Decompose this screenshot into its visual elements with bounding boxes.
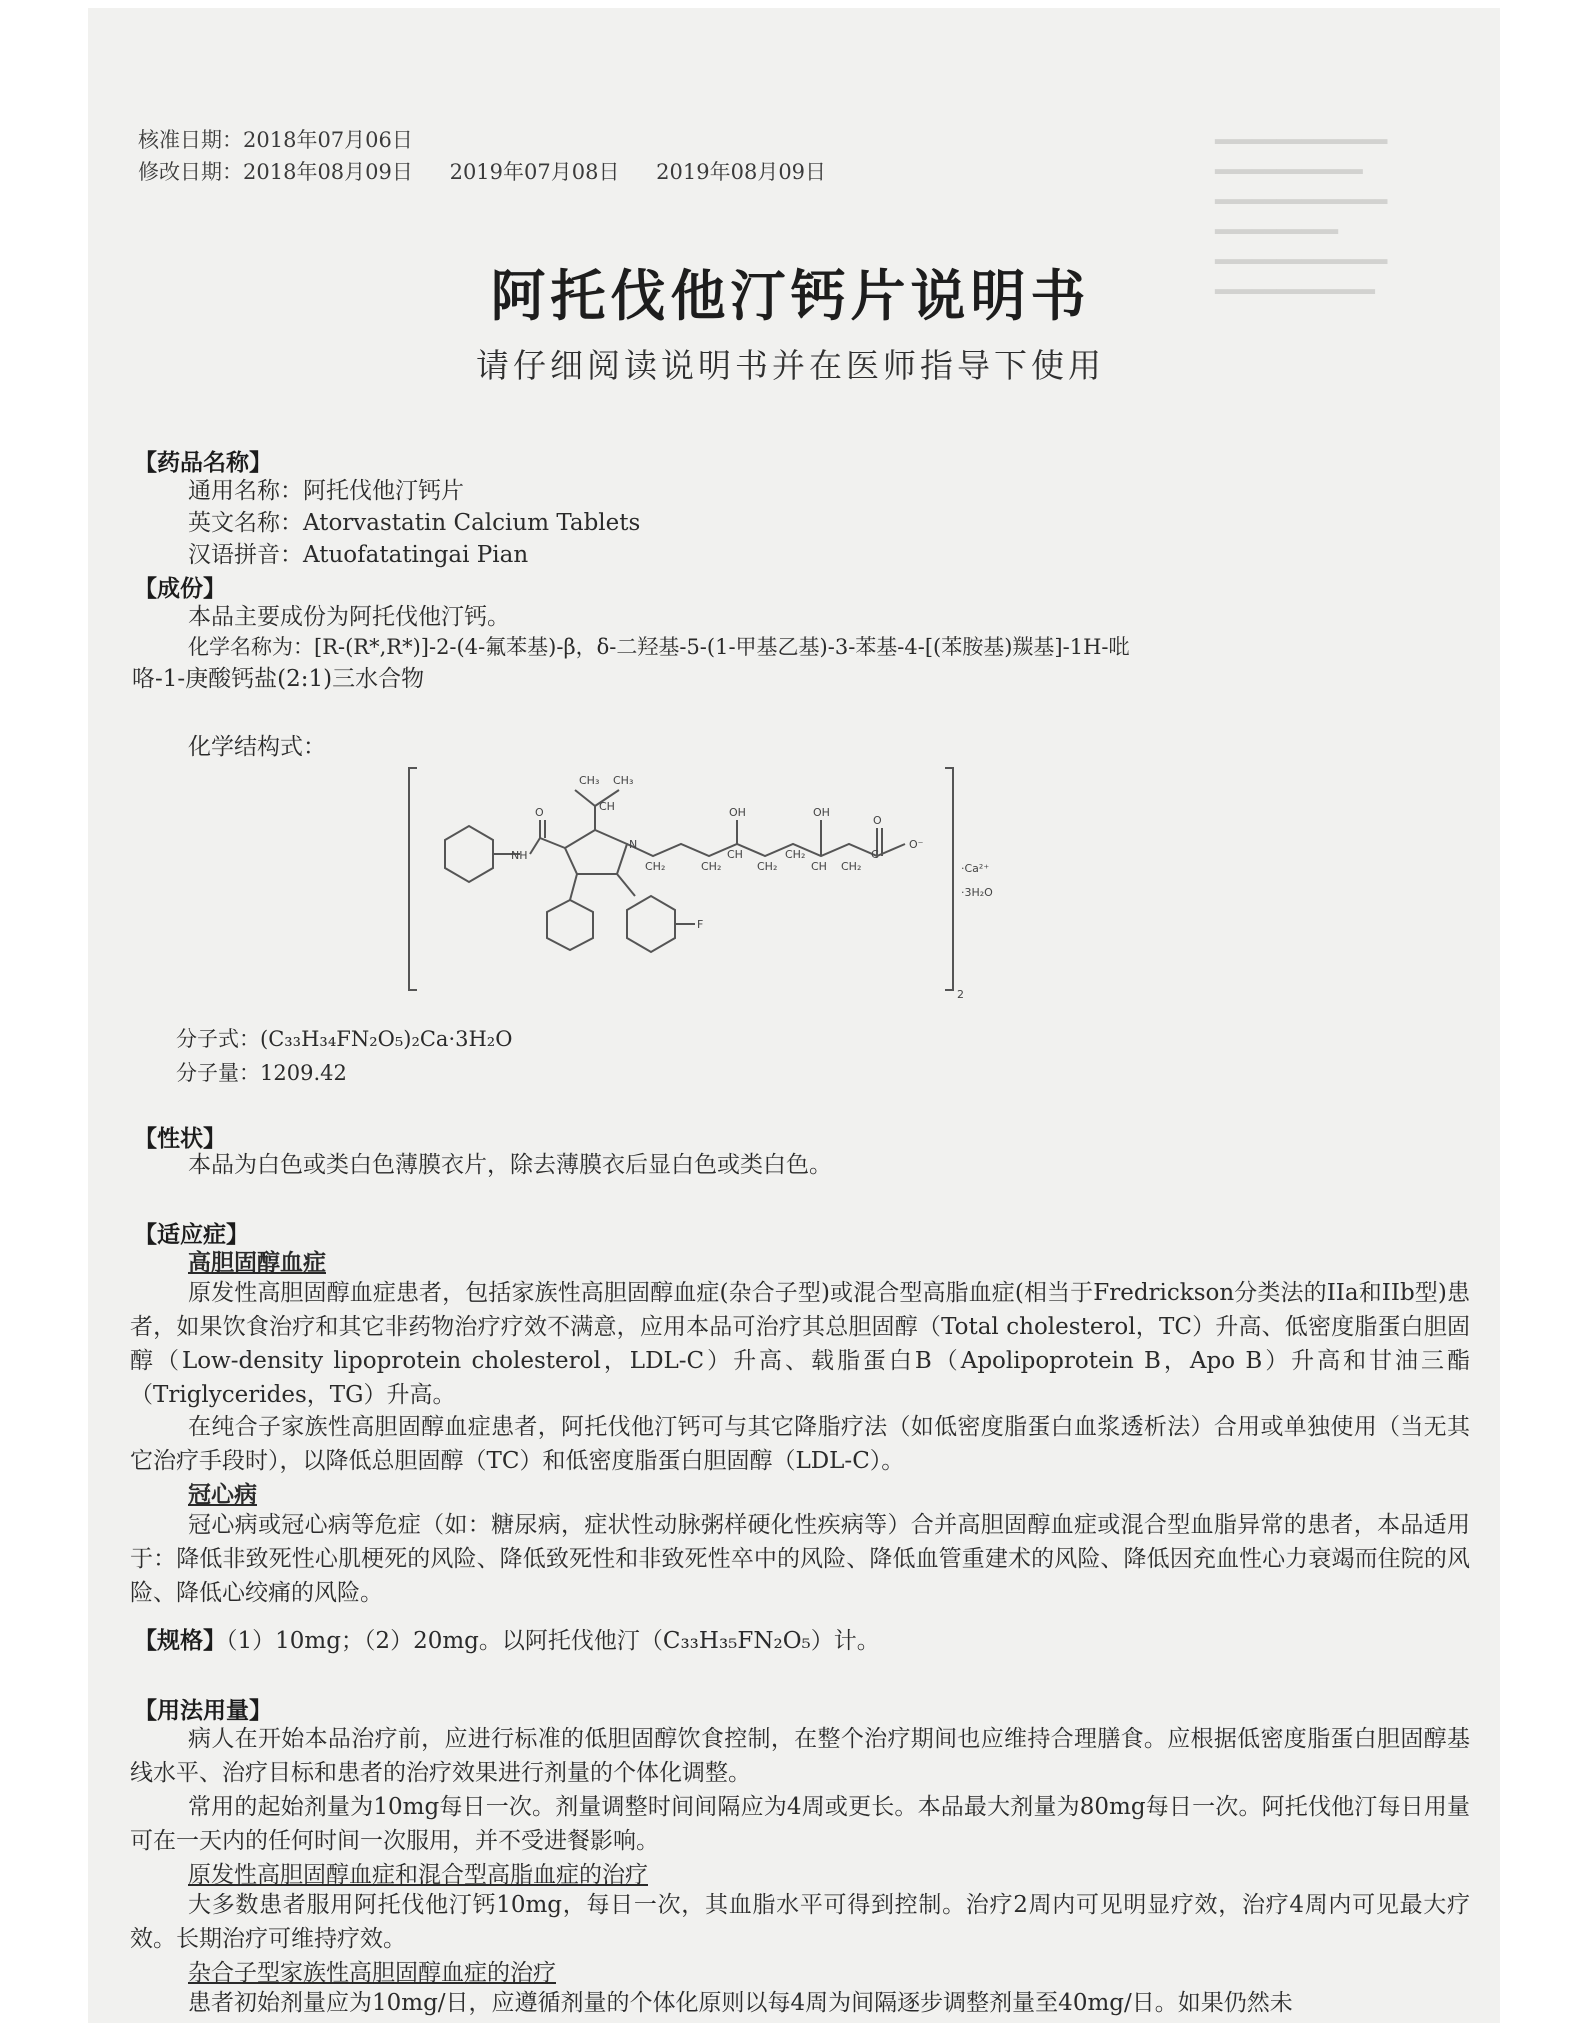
document-title: 阿托伐他汀钙片说明书 xyxy=(490,264,1091,328)
label-nh: NH xyxy=(511,849,528,862)
label-ch2-a: CH₂ xyxy=(645,860,666,873)
subheading-coronary-heart-disease: 冠心病 xyxy=(188,1482,257,1508)
section-heading-specification: 【规格】 xyxy=(134,1628,226,1654)
subheading-heterozygous-fh: 杂合子型家族性高胆固醇血症的治疗 xyxy=(188,1960,556,1986)
label-o-carbonyl: O xyxy=(873,814,882,827)
revision-date: 2018年08月09日 xyxy=(243,160,413,184)
revision-label: 修改日期： xyxy=(138,160,243,184)
usage-paragraph-1: 病人在开始本品治疗前，应进行标准的低胆固醇饮食控制，在整个治疗期间也应维持合理膳食。应根据低密度脂蛋白胆固醇基线水平、治疗目标和患者的治疗效果进行剂量的个体化调整。 xyxy=(130,1726,1470,1786)
label-o-anion: O⁻ xyxy=(909,838,924,851)
label-water: ·3H₂O xyxy=(961,886,993,899)
revision-date: 2019年07月08日 xyxy=(449,160,620,184)
usage-paragraph-2: 常用的起始剂量为10mg每日一次。剂量调整时间间隔应为4周或更长。本品最大剂量为80mg每日一次。阿托伐他汀每日用量可在一天内的任何时间一次服用，并不受进餐影响。 xyxy=(130,1794,1470,1854)
label-ch3-b: CH₃ xyxy=(613,774,634,787)
label-oh-1: OH xyxy=(729,806,746,819)
phenyl-ring-bottom xyxy=(547,900,593,950)
chemical-name-line1: 化学名称为：[R-(R*,R*)]-2-(4-氟苯基)-β，δ-二羟基-5-(1-甲基乙基)-3-苯基-4-[(苯胺基)羰基]-1H-吡 xyxy=(188,635,1130,659)
usage-paragraph-3: 大多数患者服用阿托伐他汀钙10mg，每日一次，其血脂水平可得到控制。治疗2周内可见明显疗效，治疗4周内可见最大疗效。长期治疗可维持疗效。 xyxy=(130,1892,1470,1952)
generic-name: 通用名称：阿托伐他汀钙片 xyxy=(188,478,464,504)
label-f: F xyxy=(697,918,704,931)
left-bracket xyxy=(409,768,417,990)
molecular-formula: 分子式：(C₃₃H₃₄FN₂O₅)₂Ca·3H₂O xyxy=(176,1027,513,1051)
label-ch2-d: CH₂ xyxy=(841,860,862,873)
specification-text: （1）10mg；（2）20mg。以阿托伐他汀（C₃₃H₃₅FN₂O₅）计。 xyxy=(226,1628,880,1654)
pinyin-name: 汉语拼音：Atuofatatingai Pian xyxy=(188,542,529,568)
heptanoate-chain xyxy=(627,844,905,856)
english-name: 英文名称：Atorvastatin Calcium Tablets xyxy=(188,510,641,536)
indications-paragraph-2: 在纯合子家族性高胆固醇血症患者，阿托伐他汀钙可与其它降脂疗法（如低密度脂蛋白血浆透析法）合用或单独使用（当无其它治疗手段时），以降低总胆固醇（TC）和低密度脂蛋白胆固醇（LDL-C）。 xyxy=(130,1414,1470,1474)
specification-row xyxy=(134,1624,880,1658)
label-ch: CH xyxy=(599,800,615,813)
revision-date: 2019年08月09日 xyxy=(656,160,827,184)
chemical-name-line2: 咯-1-庚酸钙盐(2:1)三水合物 xyxy=(132,666,425,692)
usage-paragraph-4: 患者初始剂量应为10mg/日，应遵循剂量的个体化原则以每4周为间隔逐步调整剂量至40mg/日。如果仍然未 xyxy=(188,1990,1293,2016)
label-o: O xyxy=(535,806,544,819)
document-subtitle: 请仔细阅读说明书并在医师指导下使用 xyxy=(476,346,1105,385)
section-heading-indications: 【适应症】 xyxy=(134,1222,249,1248)
molecular-weight: 分子量：1209.42 xyxy=(176,1061,347,1085)
label-ch2-c: CH₂ xyxy=(757,860,778,873)
phenyl-ring-left xyxy=(445,826,493,882)
approval-label: 核准日期： xyxy=(138,128,243,152)
chemical-structure-diagram xyxy=(405,760,1045,1000)
label-ch3-a: CH₃ xyxy=(579,774,600,787)
structure-label: 化学结构式： xyxy=(188,734,326,760)
subheading-primary-hyperlipidemia: 原发性高胆固醇血症和混合型高脂血症的治疗 xyxy=(188,1862,648,1888)
label-ch2-b: CH₂ xyxy=(701,860,722,873)
fluorophenyl-ring xyxy=(627,896,675,952)
section-heading-composition: 【成份】 xyxy=(134,576,226,602)
properties-text: 本品为白色或类白色薄膜衣片，除去薄膜衣后显白色或类白色。 xyxy=(188,1152,832,1178)
label-ch-a: CH xyxy=(727,848,743,861)
approval-date-row xyxy=(138,124,413,154)
approval-date: 2018年07月06日 xyxy=(243,128,413,152)
main-ingredient: 本品主要成份为阿托伐他汀钙。 xyxy=(188,604,510,630)
label-calcium: ·Ca²⁺ xyxy=(961,862,990,875)
indications-paragraph-3: 冠心病或冠心病等危症（如：糖尿病，症状性动脉粥样硬化性疾病等）合并高胆固醇血症或混合型血脂异常的患者，本品适用于：降低非致死性心肌梗死的风险、降低致死性和非致死性卒中的风险、降低血管重建术的风险、降低因充血性心力衰竭而住院的风险、降低心绞痛的风险。 xyxy=(130,1512,1470,1606)
label-ch2-e: CH₂ xyxy=(785,848,806,861)
section-heading-usage: 【用法用量】 xyxy=(134,1698,272,1724)
right-bracket xyxy=(945,768,953,990)
section-heading-drug-name: 【药品名称】 xyxy=(134,450,272,476)
revision-date-row xyxy=(138,156,826,186)
indications-paragraph-1: 原发性高胆固醇血症患者，包括家族性高胆固醇血症(杂合子型)或混合型高脂血症(相当于Fredrickson分类法的IIa和IIb型)患者，如果饮食治疗和其它非药物治疗疗效不满意，应用本品可治疗其总胆固醇（Total cholesterol，TC）升高、低密度脂蛋白胆固醇（Low-density lipoprotein cholesterol，LDL-C）升高、载脂蛋白B（Apolipoprotein B，Apo B）升高和甘油三酯（Triglycerides，TG）升高。 xyxy=(130,1280,1470,1408)
label-subscript-2: 2 xyxy=(957,988,964,1000)
label-oh-2: OH xyxy=(813,806,830,819)
label-n: N xyxy=(629,838,638,851)
pyrrole-ring xyxy=(565,830,627,874)
subheading-hypercholesterolemia: 高胆固醇血症 xyxy=(188,1250,326,1276)
label-c: C xyxy=(871,848,879,861)
section-heading-properties: 【性状】 xyxy=(134,1126,226,1152)
label-ch-b: CH xyxy=(811,860,827,873)
bleed-through-text: ▂▂▂▂▂▂▂▂▂▂▂▂▂▂ ▂▂▂▂▂▂▂▂▂▂▂▂ ▂▂▂▂▂▂▂▂▂▂▂▂▂▂ ▂▂▂▂▂▂▂▂▂▂ ▂▂▂▂▂▂▂▂▂▂▂▂▂▂ ▂▂▂▂▂▂▂▂▂▂▂▂▂ xyxy=(1215,125,1388,294)
